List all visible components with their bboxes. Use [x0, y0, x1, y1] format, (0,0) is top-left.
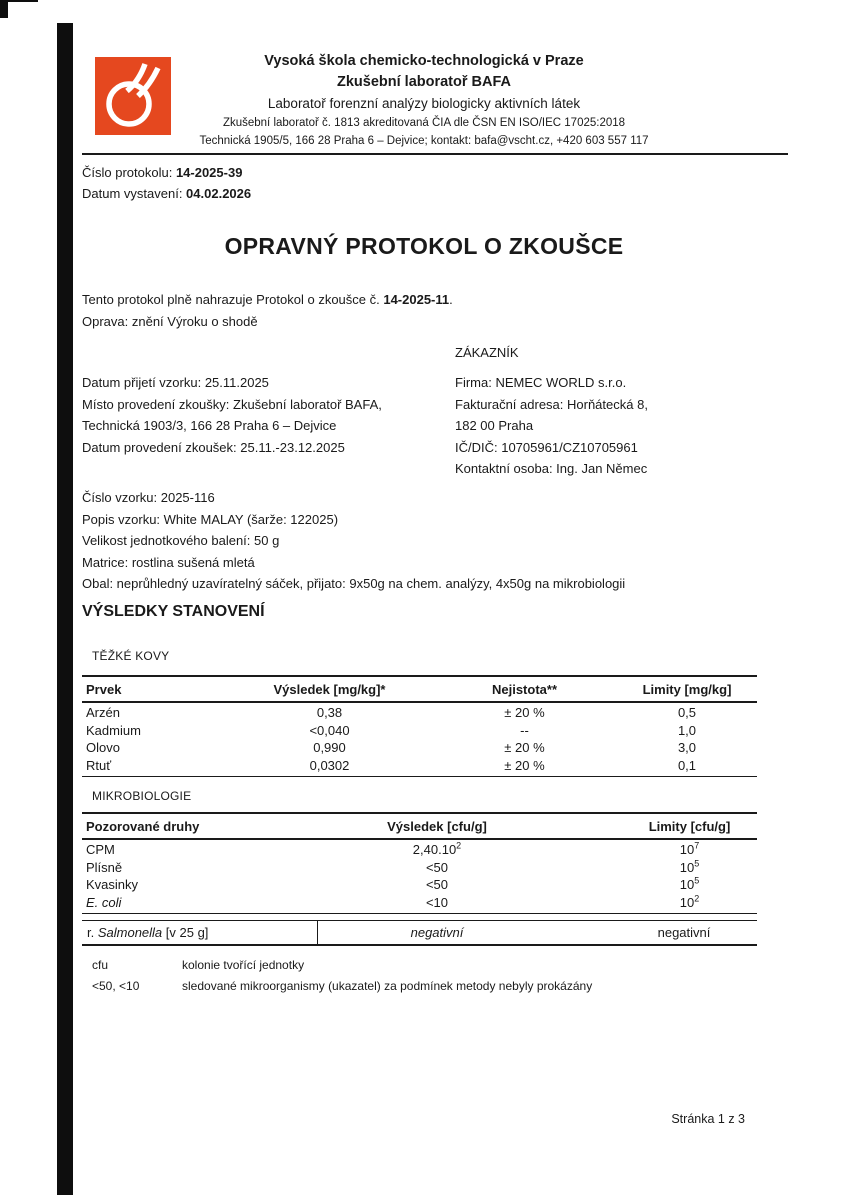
footnote-detection-limit: <50, <10 sledované mikroorganismy (ukazatel) za podmínek metody nebyly prokázány	[92, 979, 593, 993]
sample-unit-size-line: Velikost jednotkového balení: 50 g	[82, 533, 280, 548]
col-header-limits-cfu: Limity [cfu/g]	[648, 818, 731, 834]
receipt-date-line: Datum přijetí vzorku: 25.11.2025	[82, 375, 269, 390]
customer-heading: ZÁKAZNÍK	[455, 345, 519, 360]
microbiology-section-label: MIKROBIOLOGIE	[92, 789, 192, 803]
replaced-protocol-number: 14-2025-11	[383, 292, 450, 307]
sample-description-line: Popis vzorku: White MALAY (šarže: 122025)	[82, 511, 339, 527]
lab-name: Zkušební laboratoř BAFA	[336, 74, 512, 90]
footnotes-block	[92, 955, 592, 997]
issue-date: 04.02.2026	[186, 186, 252, 201]
customer-city-line: 182 00 Praha	[455, 418, 534, 433]
intro-block	[82, 289, 453, 332]
col-header-uncertainty: Nejistota**	[491, 681, 558, 697]
protocol-number: 14-2025-39	[175, 165, 243, 180]
metals-section-label: TĚŽKÉ KOVY	[92, 649, 170, 663]
heavy-metals-table	[82, 675, 757, 777]
heavy-metals-header-row	[82, 677, 757, 703]
accreditation-line: Zkušební laboratoř č. 1813 akreditovaná ČIA dle ČSN EN ISO/IEC 17025:2018	[222, 117, 626, 129]
test-place-address-line: Technická 1903/3, 166 28 Praha 6 – Dejvice	[82, 418, 337, 433]
letterhead	[60, 50, 788, 150]
issue-date-line: Datum vystavení: 04.02.2026	[82, 186, 252, 201]
customer-company-line: Firma: NEMEC WORLD s.r.o.	[455, 375, 627, 390]
correction-line: Oprava: znění Výroku o shodě	[82, 313, 258, 329]
table-row: Kadmium <0,040 -- 1,0	[86, 722, 697, 738]
salmonella-row	[82, 921, 757, 944]
lab-full-name: Laboratoř forenzní analýzy biologicky aktivních látek	[267, 96, 581, 111]
org-name: Vysoká škola chemicko-technologická v Praze	[264, 53, 584, 69]
col-header-limits: Limity [mg/kg]	[642, 681, 732, 697]
table-row: Rtuť 0,0302 ± 20 % 0,1	[86, 757, 697, 773]
sample-packaging-line: Obal: neprůhledný uzavíratelný sáček, přijato: 9x50g na chem. analýzy, 4x50g na mikrobiologii	[82, 576, 626, 591]
footnote-cfu: cfu kolonie tvořící jednotky	[92, 958, 305, 972]
test-place-line: Místo provedení zkoušky: Zkušební laboratoř BAFA,	[82, 396, 382, 412]
sample-matrix-line: Matrice: rostlina sušená mletá	[82, 554, 255, 570]
test-info-column	[82, 372, 452, 458]
results-heading: VÝSLEDKY STANOVENÍ	[82, 603, 265, 620]
table-row: Kvasinky <50 $10^5$	[86, 875, 700, 893]
salmonella-limit-cell: negativní	[657, 925, 711, 940]
page-number: Stránka 1 z 3	[671, 1112, 745, 1126]
sample-number-line: Číslo vzorku: 2025-116	[82, 490, 215, 505]
salmonella-result-cell: negativní	[410, 925, 464, 940]
col-header-result-cfu: Výsledek [cfu/g]	[387, 818, 487, 834]
scan-artifact-left-bar	[57, 23, 73, 1195]
scan-artifact-corner	[0, 0, 8, 18]
scan-artifact-top-line	[0, 0, 38, 2]
test-dates-line: Datum provedení zkoušek: 25.11.-23.12.2025	[82, 439, 345, 455]
sample-info-block	[82, 487, 782, 595]
table-row: CPM 2,40.10$^2$ $10^7$	[86, 840, 700, 858]
customer-id-line: IČ/DIČ: 10705961/CZ10705961	[455, 439, 638, 455]
table-row: E. coli <10 $10^2$	[86, 893, 700, 910]
microbiology-header-row	[82, 814, 757, 840]
salmonella-name-cell: r. Salmonella [v 25 g]	[82, 921, 318, 944]
col-header-species: Pozorované druhy	[86, 818, 200, 834]
table-row: Plísně <50 $10^5$	[86, 858, 700, 875]
protocol-meta	[82, 162, 251, 204]
header-divider	[82, 153, 788, 155]
salmonella-table	[82, 920, 757, 946]
protocol-number-line: Číslo protokolu: 14-2025-39	[82, 165, 243, 180]
customer-address-line: Fakturační adresa: Horňátecká 8,	[455, 396, 648, 412]
contact-line: Technická 1905/5, 166 28 Praha 6 – Dejvice; kontakt: bafa@vscht.cz, +420 603 557 117	[199, 135, 649, 147]
table-row: Olovo 0,990 ± 20 % 3,0	[86, 740, 697, 756]
microbiology-table	[82, 812, 757, 914]
document-title: OPRAVNÝ PROTOKOL O ZKOUŠCE	[224, 233, 624, 259]
customer-contact-line: Kontaktní osoba: Ing. Jan Němec	[455, 461, 648, 476]
replaces-line: Tento protokol plně nahrazuje Protokol o zkoušce č. 14-2025-11.	[82, 292, 453, 307]
customer-column	[455, 372, 775, 480]
col-header-element: Prvek	[86, 681, 122, 697]
table-row: Arzén 0,38 ± 20 % 0,5	[86, 705, 697, 721]
col-header-result: Výsledek [mg/kg]*	[273, 681, 386, 697]
